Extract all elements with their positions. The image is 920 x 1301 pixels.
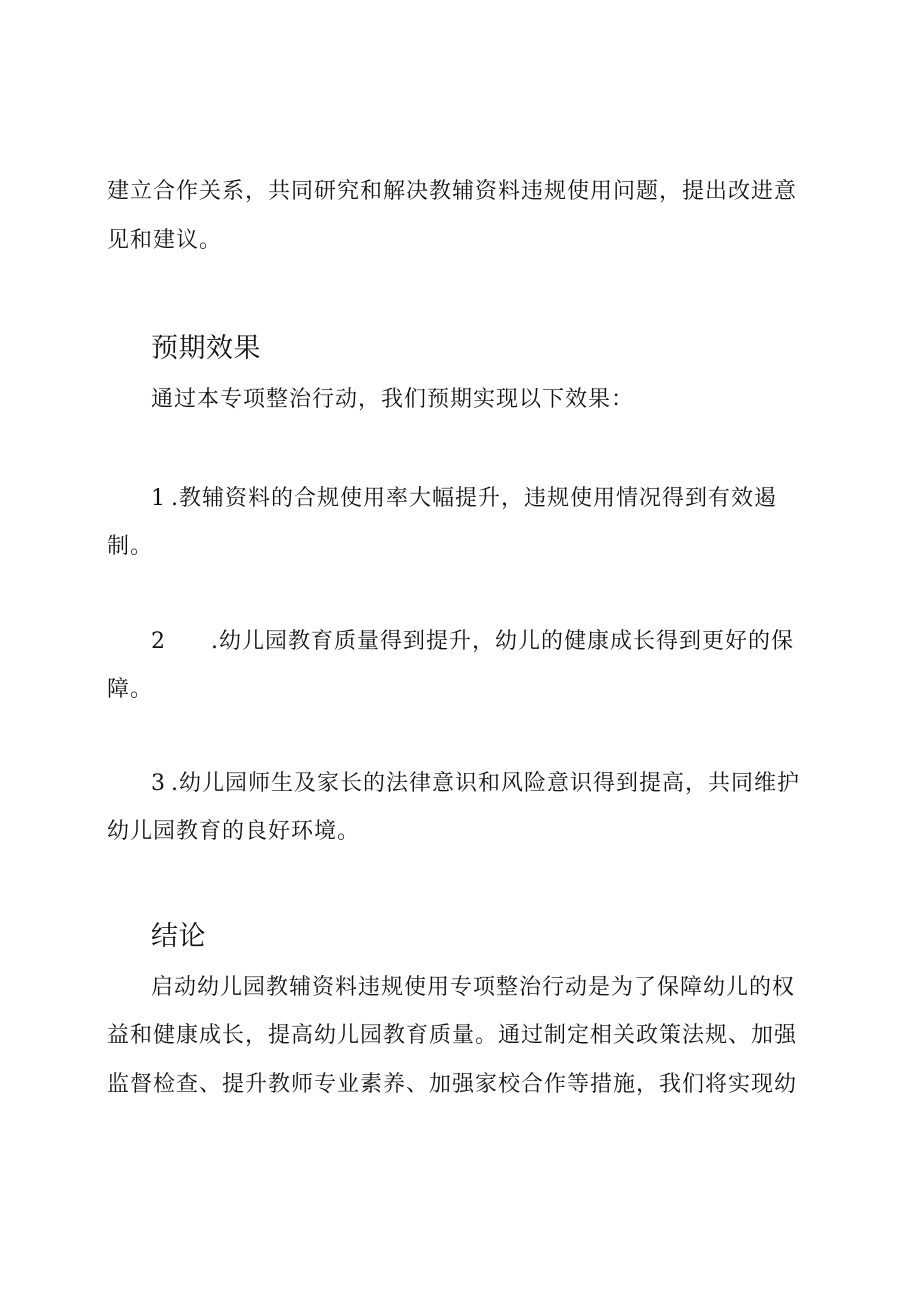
- list-item-1-line-1: [151, 484, 777, 514]
- intro-line-2: 见和建议。: [107, 228, 223, 253]
- section-heading-expected: 预期效果: [151, 333, 261, 364]
- conclusion-line-1: 启动幼儿园教辅资料违规使用专项整治行动是为了保障幼儿的权: [151, 975, 796, 1000]
- list-item-3-line-1: [151, 769, 800, 799]
- list-item-3-number: 3: [151, 771, 166, 796]
- intro-line-1: 建立合作关系，共同研究和解决教辅资料违规使用问题，提出改进意: [107, 179, 798, 204]
- list-item-2-line-2: 障。: [107, 677, 154, 702]
- expected-lead: 通过本专项整治行动，我们预期实现以下效果：: [151, 387, 635, 412]
- list-item-3-text: .幼儿园师生及家长的法律意识和风险意识得到提高，共同维护: [171, 771, 800, 796]
- section-heading-conclusion: 结论: [151, 921, 206, 952]
- conclusion-line-3: 监督检查、提升教师专业素养、加强家校合作等措施，我们将实现幼: [107, 1072, 798, 1097]
- list-item-2-number: 2: [151, 629, 166, 654]
- list-item-1-text: .教辅资料的合规使用率大幅提升，违规使用情况得到有效遏: [171, 486, 777, 511]
- list-item-2-line-1: [151, 627, 794, 657]
- list-item-2-text: .幼儿园教育质量得到提升，幼儿的健康成长得到更好的保: [211, 629, 794, 654]
- conclusion-line-2: 益和健康成长，提高幼儿园教育质量。通过制定相关政策法规、加强: [107, 1023, 798, 1048]
- list-item-1-line-2: 制。: [107, 534, 154, 559]
- list-item-3-line-2: 幼儿园教育的良好环境。: [107, 819, 361, 844]
- list-item-1-number: 1: [151, 486, 166, 511]
